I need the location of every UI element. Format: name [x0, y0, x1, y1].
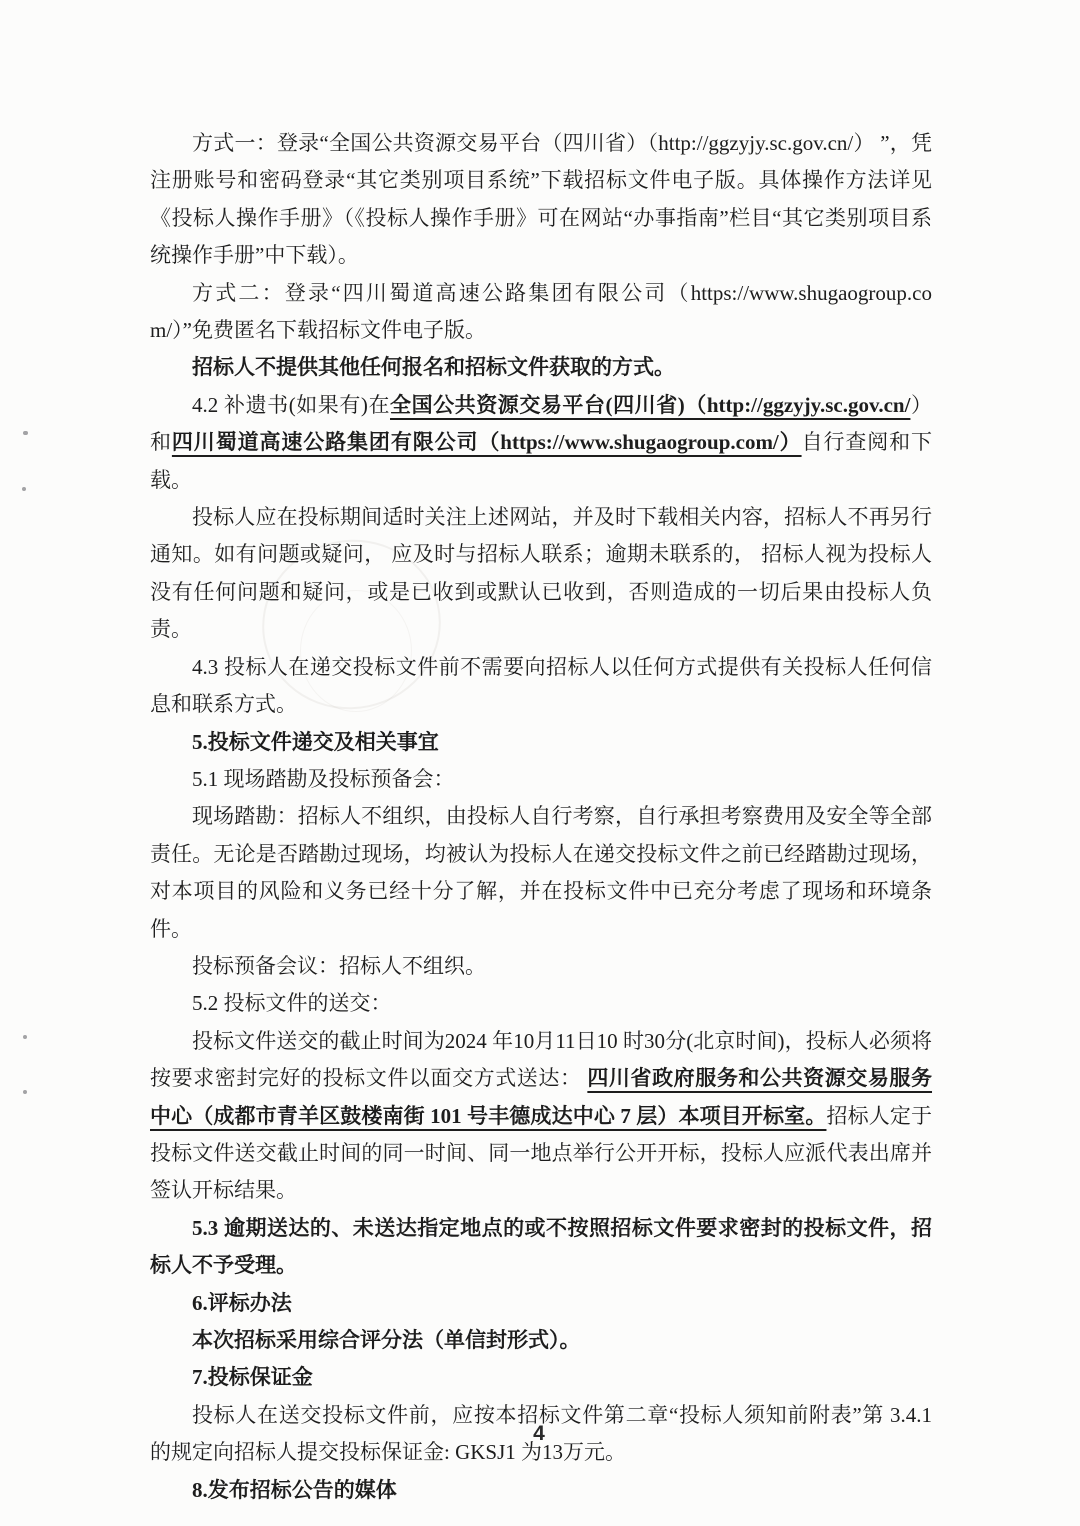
paragraph-p6-clause-4-3: [150, 649, 932, 724]
paragraph-p5-watch-website: [150, 499, 932, 649]
text-segment: 投标预备会议：招标人不组织。: [192, 953, 486, 978]
text-segment: 本次招标采用综合评分法（单信封形式）。: [192, 1328, 581, 1352]
text-segment: 四川省政府服务和公共资源交易服务中心（成都市青羊区鼓楼南街 101 号丰德成达中心 7 层）本项目开标室。: [150, 1066, 933, 1128]
text-segment: 投标文件送交的截止时间为2024 年10月11日10 时30分(北京时间)，投标人必须将按要求密封完好的投标文件以面交方式送达：: [150, 1028, 932, 1091]
paragraph-p16-section-7: [150, 1359, 932, 1396]
paragraph-p12-submission-deadline: [150, 1023, 932, 1210]
text-segment: 投标人应在投标期间适时关注上述网站，并及时下载相关内容，招标人不再另行通知。如有问题或疑问， 应及时与招标人联系；逾期未联系的， 招标人视为投标人没有任何问题和疑问，或是已收到或默认已收到，否则造成的一切后果由投标人负责。: [150, 505, 932, 642]
text-segment: 四川蜀道高速公路集团有限公司（https://www.shugaogroup.com/）: [171, 430, 802, 455]
text-segment: 方式一：登录“全国公共资源交易平台（四川省）（http://ggzyjy.sc.gov.cn/） ”，凭注册账号和密码登录“其它类别项目系统”下载招标文件电子版。具体操作方法详见《投标人操作手册》（《投标人操作手册》可在网站“办事指南”栏目“其它类别项目系统操作手册”中下载）。: [150, 131, 932, 268]
paragraph-p13-clause-5-3: [150, 1210, 932, 1285]
text-segment: ）和: [150, 392, 932, 455]
paragraph-p11-clause-5-2: [150, 985, 932, 1022]
text-segment: 自行查阅和下载。: [150, 430, 933, 492]
document-body: [150, 125, 932, 1509]
paragraph-p7-section-5: [150, 724, 932, 761]
text-segment: 4.3 投标人在递交投标文件前不需要向招标人以任何方式提供有关投标人任何信息和联系方式。: [150, 654, 932, 717]
scan-speck: [23, 1090, 27, 1094]
text-segment: 招标人不提供其他任何报名和招标文件获取的方式。: [192, 355, 675, 380]
scan-speck: [23, 1035, 27, 1039]
text-segment: 6.评标办法: [192, 1290, 292, 1315]
scan-speck: [22, 487, 26, 491]
text-segment: 5.3 逾期送达的、未送达指定地点的或不按照招标文件要求密封的投标文件，招标人不予受理。: [150, 1215, 932, 1278]
page-number: 4: [533, 1422, 545, 1445]
text-segment: 现场踏勘：招标人不组织，由投标人自行考察，自行承担考察费用及安全等全部责任。无论是否踏勘过现场，均被认为投标人在递交投标文件之前已经踏勘过现场，对本项目的风险和义务已经十分了解，并在投标文件中已充分考虑了现场和环境条件。: [150, 804, 932, 941]
scan-speck: [23, 431, 28, 435]
paragraph-p2-method-two: [150, 275, 932, 350]
text-segment: 投标人在送交投标文件前，应按本招标文件第二章“投标人须知前附表”第 3.4.1 的规定向招标人提交投标保证金: GKSJ1 为13万元。: [150, 1402, 932, 1465]
text-segment: 7.投标保证金: [192, 1365, 313, 1390]
text-segment: 4.2 补遗书(如果有)在: [192, 392, 391, 417]
text-segment: 5.投标文件递交及相关事宜: [192, 729, 439, 754]
text-segment: 8.发布招标公告的媒体: [192, 1477, 397, 1502]
text-segment: 5.1 现场踏勘及投标预备会：: [192, 766, 455, 791]
paragraph-p15-evaluation-method: [150, 1322, 932, 1359]
paragraph-p18-section-8: [150, 1472, 932, 1509]
text-segment: 5.2 投标文件的送交：: [192, 991, 392, 1016]
paragraph-p3-no-other-way: [150, 349, 932, 386]
paragraph-p4-addendum-4-2: [150, 387, 932, 499]
paragraph-p14-section-6: [150, 1285, 932, 1322]
paragraph-p1-method-one: [150, 125, 932, 275]
paragraph-p10-pre-bid-meeting: [150, 948, 932, 985]
paragraph-p8-clause-5-1: [150, 761, 932, 798]
text-segment: 招标人定于投标文件送交截止时间的同一时间、同一地点举行公开开标，投标人应派代表出席并签认开标结果。: [150, 1103, 933, 1203]
text-segment: 方式二：登录“四川蜀道高速公路集团有限公司（https://www.shugaogroup.com/）”免费匿名下载招标文件电子版。: [150, 280, 932, 343]
text-segment: 全国公共资源交易平台(四川省)（http://ggzyjy.sc.gov.cn/: [390, 392, 911, 417]
paragraph-p9-site-survey: [150, 798, 932, 948]
